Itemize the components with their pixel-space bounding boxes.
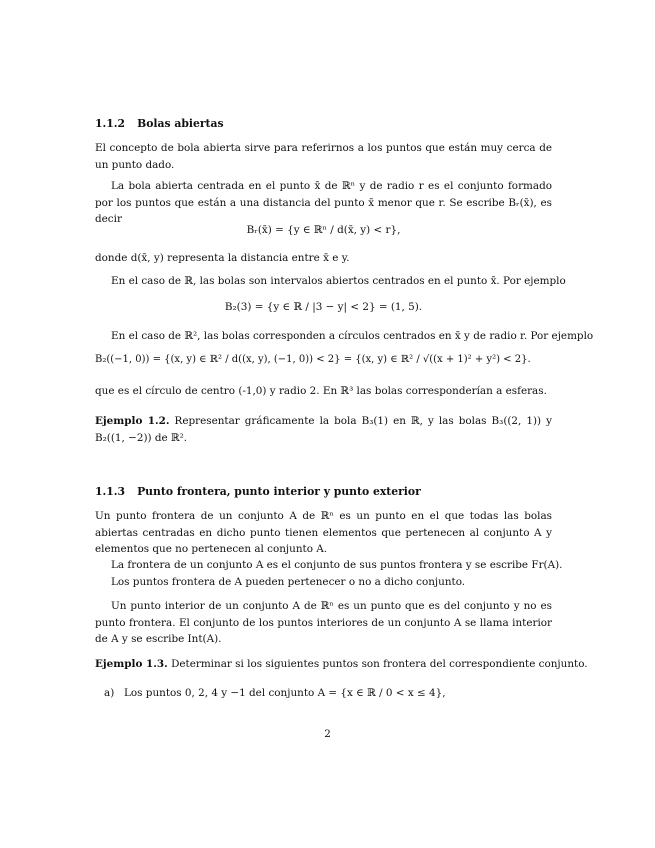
- paragraph-after-formula: donde d(x̄, y) representa la distancia entre x̄ e y.: [95, 252, 350, 264]
- paragraph-interior: Un punto interior de un conjunto A de ℝⁿ es un punto que es del conjunto y no es punto frontera. El conjunto de los puntos interiores de un conjunto A se llama interior de A y se escribe Int(A).: [95, 600, 552, 645]
- section-number: 1.1.3: [95, 485, 126, 498]
- paragraph-frontier-point: Un punto frontera de un conjunto A de ℝⁿ es un punto en el que todas las bolas abiertas centradas en dicho punto tienen elementos que pertenecen al conjunto A y elementos que no pertenecen al conjunto A.: [95, 510, 552, 555]
- formula-ball: Bᵣ(x̄) = {y ∈ ℝⁿ / d(x̄, y) < r},: [246, 224, 401, 236]
- formula-R2: B₂((−1, 0)) = {(x, y) ∈ ℝ² / d((x, y), (−1, 0)) < 2} = {(x, y) ∈ ℝ² / √((x + 1)² + y²) < 2}.: [95, 354, 531, 365]
- formula-R: B₂(3) = {y ∈ ℝ / |3 − y| < 2} = (1, 5).: [224, 301, 423, 313]
- example-text: Representar gráficamente la bola B₃(1) en ℝ, y las bolas B₃((2, 1)) y B₂((1, −2)) de ℝ².: [95, 415, 552, 444]
- example-1-2: [95, 413, 552, 446]
- section-heading-1-1-3: [95, 484, 552, 501]
- example-label: Ejemplo 1.2.: [95, 415, 170, 427]
- section-title: Punto frontera, punto interior y punto exterior: [137, 485, 421, 498]
- item-label: a): [104, 687, 115, 699]
- paragraph-frontier-set: La frontera de un conjunto A es el conjunto de sus puntos frontera y se escribe Fr(A).: [111, 559, 563, 571]
- paragraph-definition: La bola abierta centrada en el punto x̄ de ℝⁿ y de radio r es el conjunto formado por los puntos que están a una distancia del punto x̄ menor que r. Se escribe Bᵣ(x̄), es decir: [95, 180, 552, 225]
- paragraph-case-R: En el caso de ℝ, las bolas son intervalos abiertos centrados en el punto x̄. Por ejemplo: [111, 275, 566, 287]
- paragraph-case-R2: En el caso de ℝ², las bolas corresponden a círculos centrados en x̄ y de radio r. Por ejemplo: [111, 330, 594, 342]
- example-1-3: [95, 656, 588, 673]
- page-number: 2: [324, 728, 331, 740]
- example-item-a: [104, 685, 554, 702]
- section-title: Bolas abiertas: [137, 117, 224, 130]
- item-text: Los puntos 0, 2, 4 y −1 del conjunto A = {x ∈ ℝ / 0 < x ≤ 4},: [124, 687, 446, 699]
- paragraph-frontier-belong: Los puntos frontera de A pueden pertenecer o no a dicho conjunto.: [111, 576, 466, 588]
- section-heading-1-1-2: [95, 116, 552, 133]
- paragraph-after-R2: que es el círculo de centro (-1,0) y radio 2. En ℝ³ las bolas corresponderían a esferas.: [95, 385, 547, 397]
- section-number: 1.1.2: [95, 117, 126, 130]
- paragraph-intro: El concepto de bola abierta sirve para referirnos a los puntos que están muy cerca de un punto dado.: [95, 142, 552, 171]
- example-text: Determinar si los siguientes puntos son frontera del correspondiente conjunto.: [171, 658, 588, 670]
- example-label: Ejemplo 1.3.: [95, 658, 168, 670]
